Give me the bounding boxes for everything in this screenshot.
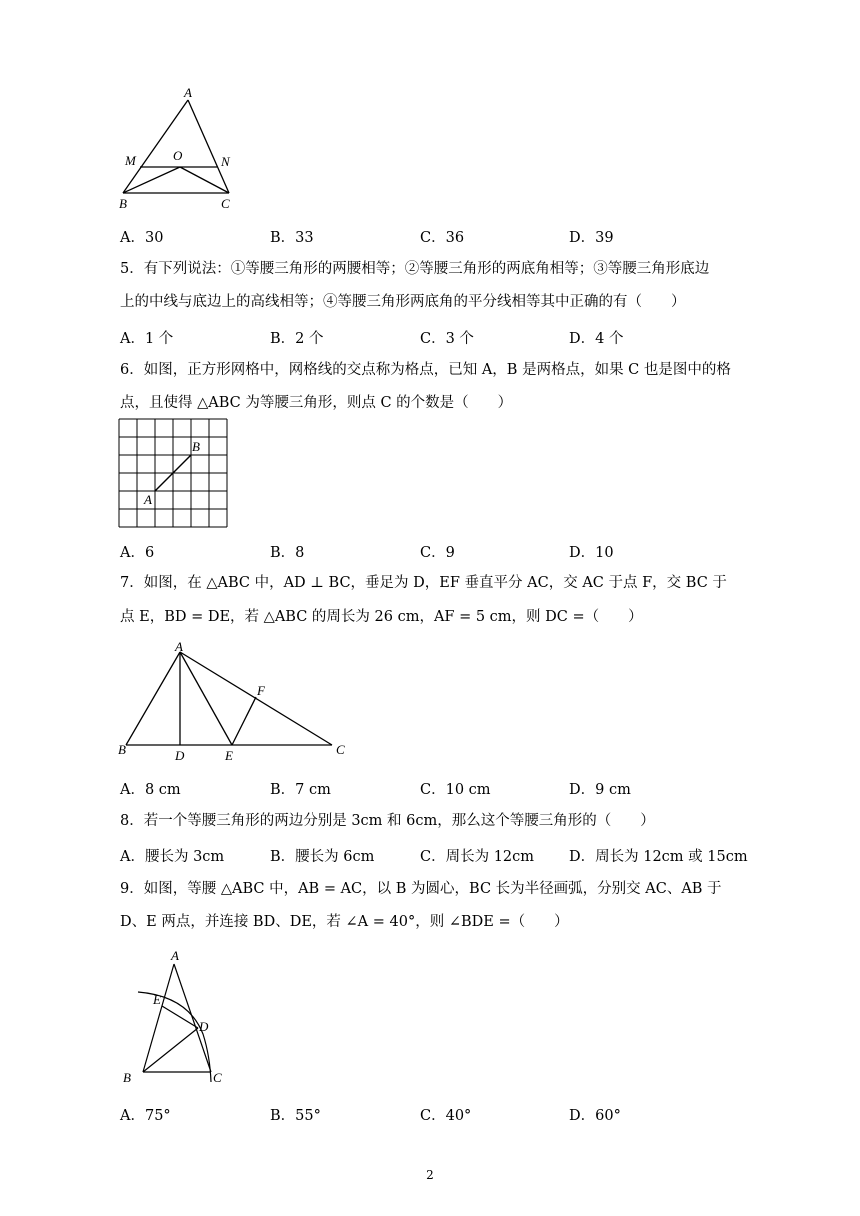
q6-option-d[interactable]: D．10 bbox=[569, 545, 614, 561]
q7-label-c: C bbox=[336, 742, 345, 757]
q7-label-b: B bbox=[118, 742, 126, 757]
q6-option-b[interactable]: B．8 bbox=[270, 545, 305, 561]
q9-stem-line1: 9．如图，等腰 △ABC 中，AB = AC，以 B 为圆心，BC 长为半径画弧，分别交 AC、AB 于 bbox=[120, 881, 722, 897]
q5-stem-line1: 5．有下列说法：①等腰三角形的两腰相等；②等腰三角形的两底角相等；③等腰三角形底边 bbox=[120, 261, 710, 277]
q9-label-c: C bbox=[213, 1070, 222, 1085]
q9-triangle-figure bbox=[118, 944, 238, 1092]
q5-option-d[interactable]: D．4 个 bbox=[569, 331, 624, 347]
q4-option-a[interactable]: A．30 bbox=[120, 230, 164, 246]
q9-option-c[interactable]: C．40° bbox=[420, 1108, 472, 1124]
q8-option-d[interactable]: D．周长为 12cm 或 15cm bbox=[569, 849, 748, 865]
q9-label-b: B bbox=[123, 1070, 131, 1085]
q7-stem-line2: 点 E，BD = DE，若 △ABC 的周长为 26 cm，AF = 5 cm，则 DC =（ ） bbox=[120, 609, 643, 625]
q8-stem-line1: 8．若一个等腰三角形的两边分别是 3cm 和 6cm，那么这个等腰三角形的（ ） bbox=[120, 813, 655, 829]
q8-option-a[interactable]: A．腰长为 3cm bbox=[120, 849, 225, 865]
q5-option-b[interactable]: B．2 个 bbox=[270, 331, 324, 347]
q9-label-d: D bbox=[199, 1019, 209, 1034]
q4-label-b: B bbox=[119, 196, 127, 211]
q7-label-d: D bbox=[175, 748, 185, 763]
q4-option-c[interactable]: C．36 bbox=[420, 230, 465, 246]
q6-stem-line1: 6．如图，正方形网格中，网格线的交点称为格点，已知 A，B 是两格点，如果 C 也是图中的格 bbox=[120, 362, 731, 378]
q6-stem-line2: 点，且使得 △ABC 为等腰三角形，则点 C 的个数是（ ） bbox=[120, 395, 513, 411]
q4-label-c: C bbox=[221, 196, 230, 211]
q7-stem-line1: 7．如图，在 △ABC 中，AD ⊥ BC，垂足为 D，EF 垂直平分 AC，交 AC 于点 F，交 BC 于 bbox=[120, 575, 727, 591]
q9-option-d[interactable]: D．60° bbox=[569, 1108, 621, 1124]
q4-label-o: O bbox=[173, 148, 183, 163]
q9-option-b[interactable]: B．55° bbox=[270, 1108, 321, 1124]
q6-option-a[interactable]: A．6 bbox=[120, 545, 155, 561]
q7-label-a: A bbox=[175, 639, 183, 654]
page-number: 2 bbox=[426, 1168, 434, 1182]
q4-label-a: A bbox=[184, 85, 192, 100]
q5-option-a[interactable]: A．1 个 bbox=[120, 331, 174, 347]
q4-triangle-figure bbox=[110, 84, 250, 214]
q9-label-e: E bbox=[153, 992, 161, 1007]
q7-triangle-figure bbox=[110, 636, 360, 768]
q8-option-c[interactable]: C．周长为 12cm bbox=[420, 849, 535, 865]
q7-option-c[interactable]: C．10 cm bbox=[420, 782, 491, 798]
q7-label-e: E bbox=[225, 748, 233, 763]
q7-option-d[interactable]: D．9 cm bbox=[569, 782, 631, 798]
q4-option-d[interactable]: D．39 bbox=[569, 230, 614, 246]
q6-option-c[interactable]: C．9 bbox=[420, 545, 455, 561]
q4-label-n: N bbox=[221, 154, 230, 169]
q5-option-c[interactable]: C．3 个 bbox=[420, 331, 474, 347]
q6-grid-figure bbox=[118, 418, 232, 530]
q9-option-a[interactable]: A．75° bbox=[120, 1108, 171, 1124]
q9-label-a: A bbox=[171, 948, 179, 963]
q7-option-b[interactable]: B．7 cm bbox=[270, 782, 331, 798]
q4-label-m: M bbox=[125, 153, 136, 168]
q8-option-b[interactable]: B．腰长为 6cm bbox=[270, 849, 375, 865]
q5-stem-line2: 上的中线与底边上的高线相等；④等腰三角形两底角的平分线相等其中正确的有（ ） bbox=[120, 294, 686, 310]
q7-option-a[interactable]: A．8 cm bbox=[120, 782, 181, 798]
q4-option-b[interactable]: B．33 bbox=[270, 230, 314, 246]
q6-label-b: B bbox=[192, 439, 200, 454]
q9-stem-line2: D、E 两点，并连接 BD、DE，若 ∠A = 40°，则 ∠BDE =（ ） bbox=[120, 914, 569, 930]
q6-label-a: A bbox=[144, 492, 152, 507]
q7-label-f: F bbox=[257, 683, 265, 698]
